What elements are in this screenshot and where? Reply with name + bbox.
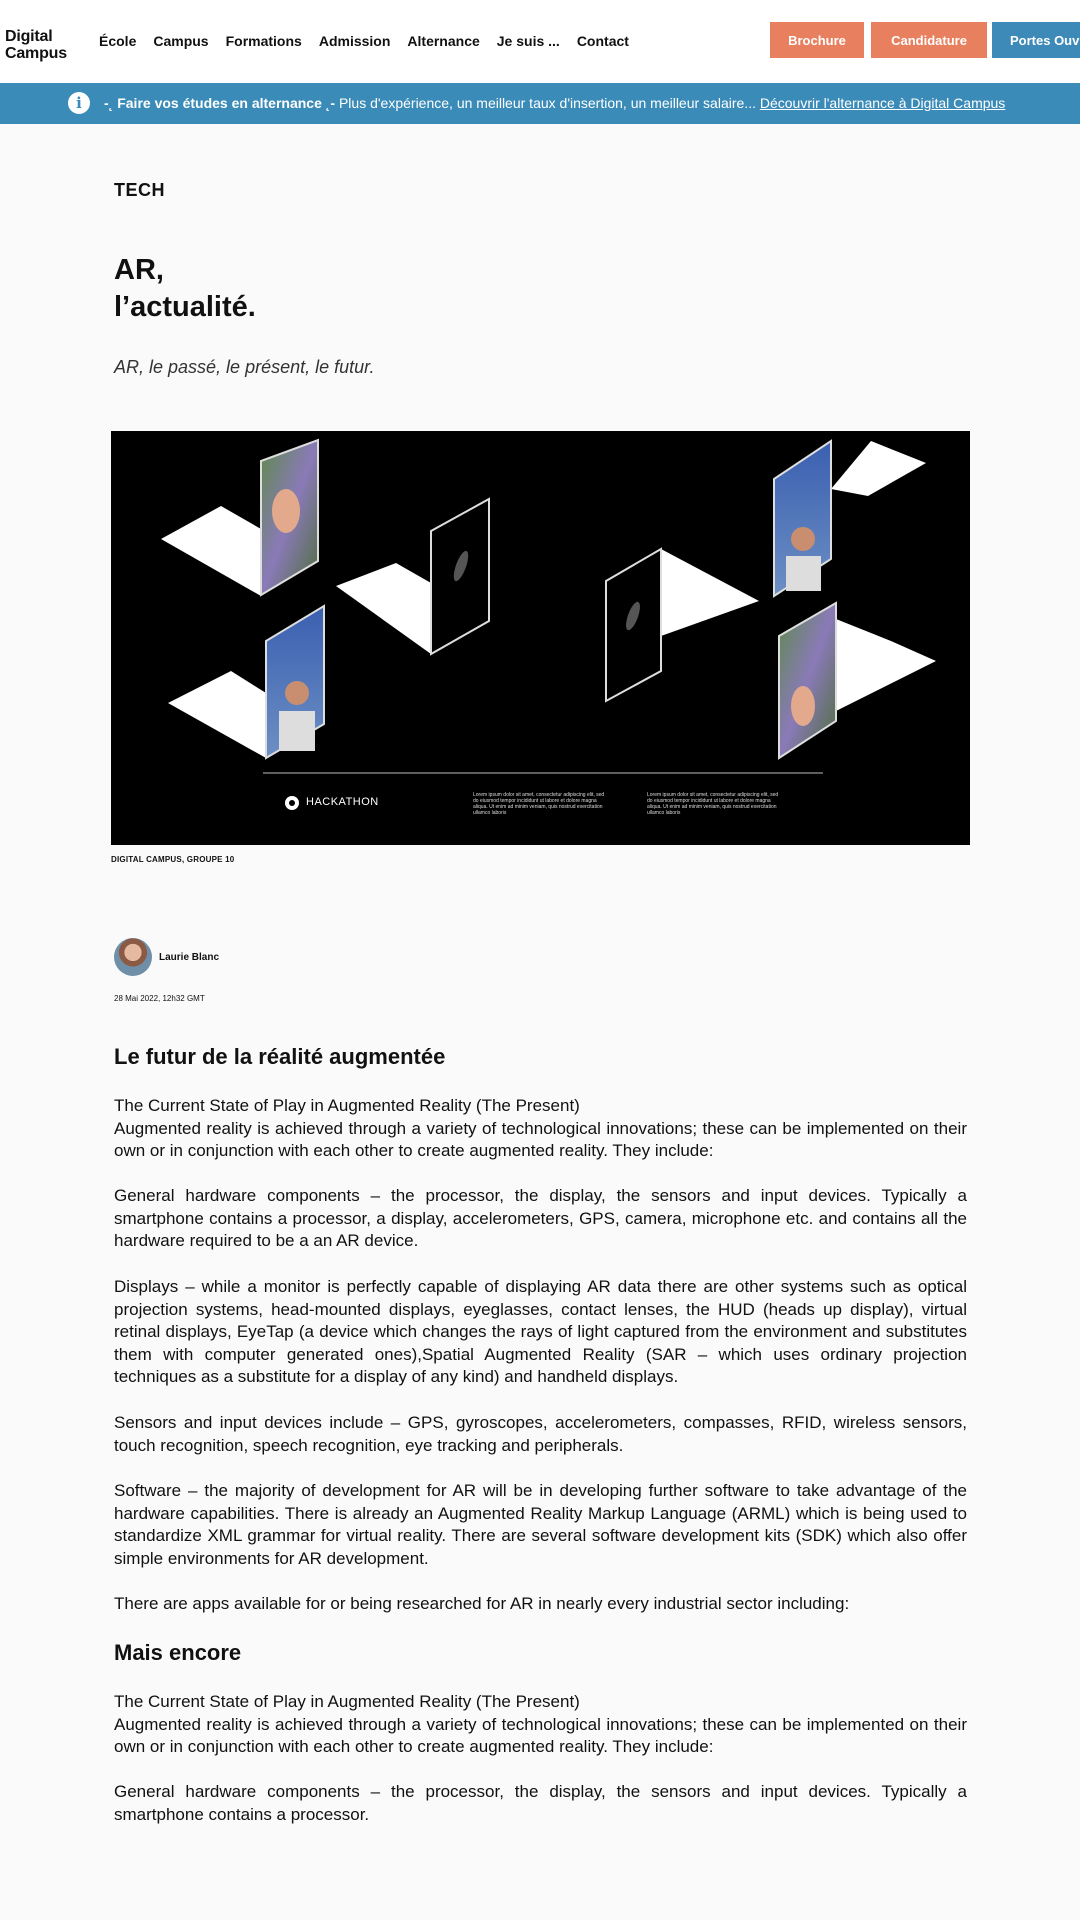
hero-lorem-1: Lorem ipsum dolor sit amet, consectetur adipiscing elit, sed do eiusmod tempor incididunt ut labore et dolore magna aliqua. Ut enim ad minim veniam, quis nostrud exercitation ullamco laboris	[473, 792, 605, 816]
nav-item-campus[interactable]: Campus	[153, 33, 209, 49]
section-heading-1: Le futur de la réalité augmentée	[114, 1044, 446, 1069]
hero-lorem-2: Lorem ipsum dolor sit amet, consectetur adipiscing elit, sed do eiusmod tempor incididunt ut labore et dolore magna aliqua. Ut enim ad minim veniam, quis nostrud exercitation ullamco laboris	[647, 792, 779, 816]
nav-item-admission[interactable]: Admission	[318, 33, 391, 49]
ar-card-hand-foliage	[161, 440, 318, 596]
paragraph: General hardware components – the processor, the display, the sensors and input devices. Typically a smartphone contains a processor.	[114, 1782, 967, 1824]
hero-brand: HACKATHON	[306, 796, 379, 808]
paragraph: Sensors and input devices include – GPS, gyroscopes, accelerometers, compasses, RFID, wireless sensors, touch recognition, speech recognition, eye tracking and peripherals.	[114, 1413, 967, 1455]
article-category[interactable]: TECH	[114, 180, 165, 200]
banner-bold-text: -˛ Faire vos études en alternance ˛-	[104, 95, 336, 111]
nav-item-je-suis[interactable]: Je suis ...	[496, 33, 560, 49]
nav-item-contact[interactable]: Contact	[576, 33, 629, 49]
avatar[interactable]	[114, 938, 152, 976]
image-caption: DIGITAL CAMPUS, GROUPE 10	[111, 855, 235, 864]
nav-item-alternance[interactable]: Alternance	[407, 33, 480, 49]
publish-date: 28 Mai 2022, 12h32 GMT	[114, 994, 205, 1003]
nav-item-formations[interactable]: Formations	[225, 33, 302, 49]
banner-body-text: Plus d'expérience, un meilleur taux d'insertion, un meilleur salaire...	[335, 95, 760, 111]
candidature-button[interactable]: Candidature	[871, 22, 987, 58]
article-title-line-2: l’actualité.	[114, 291, 256, 323]
section-heading-2: Mais encore	[114, 1640, 242, 1665]
nav-item-ecole[interactable]: École	[99, 33, 137, 49]
ar-card-moth-2	[606, 549, 759, 701]
site-header	[0, 0, 1080, 83]
paragraph: Software – the majority of development for AR will be in developing further software to take advantage of the hardware capabilities. There is already an Augmented Reality Markup Language (ARML) which is being used to standardize XML grammar for virtual reality. There are several software development kits (SDK) which also offer simple environments for AR development.	[114, 1481, 967, 1568]
brochure-button[interactable]: Brochure	[770, 22, 864, 58]
ar-card-moth	[336, 499, 489, 654]
logo-line-1: Digital	[5, 28, 53, 45]
ar-card-person	[168, 606, 324, 758]
paragraph: There are apps available for or being researched for AR in nearly every industrial sector including:	[114, 1594, 850, 1613]
paragraph: General hardware components – the processor, the display, the sensors and input devices. Typically a smartphone contains a processor, a display, accelerometers, GPS, camera, microphone etc. and contains all the hardware required to be a an AR device.	[114, 1186, 967, 1251]
alternance-banner	[0, 83, 1080, 124]
author-name[interactable]: Laurie Blanc	[159, 951, 220, 963]
author-block	[114, 938, 219, 976]
paragraph: The Current State of Play in Augmented Reality (The Present) Augmented reality is achieved through a variety of technological innovations; these can be implemented on their own or in conjunction with each other to create augmented reality. They include:	[114, 1096, 967, 1161]
article-title-line-1: AR,	[114, 254, 164, 286]
banner-link[interactable]: Découvrir l'alternance à Digital Campus	[759, 95, 1006, 111]
main-nav	[99, 33, 629, 49]
banner-text	[104, 95, 1005, 111]
article-subtitle: AR, le passé, le présent, le futur.	[114, 357, 375, 377]
logo[interactable]	[5, 28, 67, 62]
hero-image	[111, 431, 970, 845]
article-title	[114, 252, 256, 326]
logo-line-2: Campus	[5, 45, 67, 62]
paragraph: The Current State of Play in Augmented Reality (The Present) Augmented reality is achieved through a variety of technological innovations; these can be implemented on their own or in conjunction with each other to create augmented reality. They include:	[114, 1692, 967, 1757]
info-icon: i	[68, 92, 90, 114]
ar-card-person-2	[774, 441, 926, 596]
hero-illustration	[111, 431, 970, 845]
paragraph: Displays – while a monitor is perfectly capable of displaying AR data there are other systems such as optical projection systems, head-mounted displays, eyeglasses, contact lenses, the HUD (heads up display), virtual retinal displays, EyeTap (a device which changes the rays of light captured from the environment and substitutes them with computer generated ones),Spatial Augmented Reality (SAR – which uses ordinary projection techniques as a substitute for a display of any kind) and handheld displays.	[114, 1277, 967, 1387]
ar-card-hand-foliage-2	[779, 603, 936, 758]
portes-ouvertes-button[interactable]: Portes Ouv	[992, 22, 1080, 58]
